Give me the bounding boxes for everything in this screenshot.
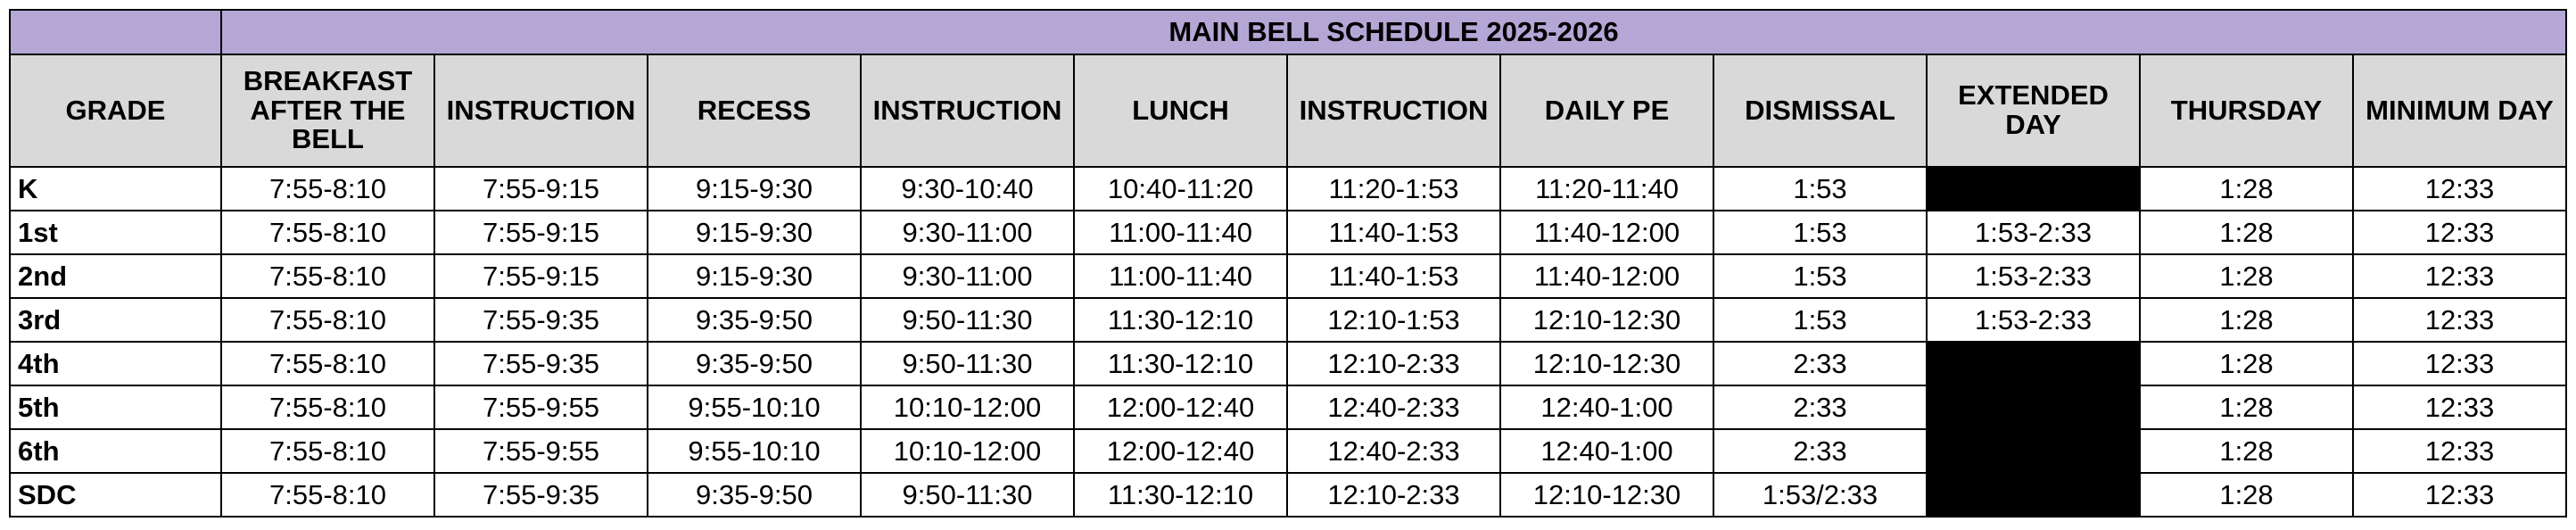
table-row bbox=[10, 167, 2566, 211]
table-cell: 12:10-12:30 bbox=[1500, 298, 1713, 342]
schedule-body bbox=[10, 167, 2566, 517]
table-cell: 11:40-1:53 bbox=[1287, 254, 1500, 298]
table-cell: 9:50-11:30 bbox=[861, 473, 1074, 517]
table-cell: 12:33 bbox=[2353, 254, 2566, 298]
blacked-out-cell bbox=[1927, 167, 2140, 211]
table-cell: 9:30-11:00 bbox=[861, 211, 1074, 254]
table-cell: 11:40-12:00 bbox=[1500, 211, 1713, 254]
table-row bbox=[10, 211, 2566, 254]
table-cell: 9:50-11:30 bbox=[861, 342, 1074, 385]
table-cell: 7:55-8:10 bbox=[221, 342, 434, 385]
table-cell: 12:33 bbox=[2353, 342, 2566, 385]
table-cell: 12:40-2:33 bbox=[1287, 429, 1500, 473]
table-cell: 12:33 bbox=[2353, 385, 2566, 429]
table-cell: 1:53 bbox=[1713, 254, 1927, 298]
table-cell: 12:33 bbox=[2353, 211, 2566, 254]
blacked-out-cell bbox=[1927, 473, 2140, 517]
title-row bbox=[10, 10, 2566, 54]
table-cell: 12:33 bbox=[2353, 167, 2566, 211]
table-cell: 12:40-1:00 bbox=[1500, 429, 1713, 473]
table-row bbox=[10, 298, 2566, 342]
table-cell: 9:55-10:10 bbox=[648, 429, 861, 473]
table-cell: 11:00-11:40 bbox=[1074, 211, 1287, 254]
table-cell: 12:40-1:00 bbox=[1500, 385, 1713, 429]
table-cell: 9:55-10:10 bbox=[648, 385, 861, 429]
table-cell: 7:55-9:55 bbox=[434, 385, 648, 429]
table-cell: 1:28 bbox=[2140, 298, 2353, 342]
column-header-6: INSTRUCTION bbox=[1287, 54, 1500, 167]
title-blank-cell bbox=[10, 10, 221, 54]
table-cell: 12:33 bbox=[2353, 473, 2566, 517]
column-header-3: RECESS bbox=[648, 54, 861, 167]
column-header-0: GRADE bbox=[10, 54, 221, 167]
table-cell: 12:40-2:33 bbox=[1287, 385, 1500, 429]
table-cell: 7:55-9:15 bbox=[434, 167, 648, 211]
table-cell: 2:33 bbox=[1713, 342, 1927, 385]
table-cell: 1:28 bbox=[2140, 385, 2353, 429]
grade-cell: SDC bbox=[10, 473, 221, 517]
grade-cell: 4th bbox=[10, 342, 221, 385]
table-row bbox=[10, 429, 2566, 473]
table-cell: 9:15-9:30 bbox=[648, 254, 861, 298]
table-cell: 10:10-12:00 bbox=[861, 385, 1074, 429]
table-cell: 1:53 bbox=[1713, 167, 1927, 211]
table-cell: 1:28 bbox=[2140, 429, 2353, 473]
column-header-1: BREAKFAST AFTER THE BELL bbox=[221, 54, 434, 167]
column-header-2: INSTRUCTION bbox=[434, 54, 648, 167]
table-cell: 9:35-9:50 bbox=[648, 342, 861, 385]
table-cell: 12:10-2:33 bbox=[1287, 473, 1500, 517]
header-row bbox=[10, 54, 2566, 167]
table-cell: 1:53 bbox=[1713, 298, 1927, 342]
table-cell: 9:30-10:40 bbox=[861, 167, 1074, 211]
table-cell: 11:40-12:00 bbox=[1500, 254, 1713, 298]
table-cell: 2:33 bbox=[1713, 429, 1927, 473]
table-row bbox=[10, 342, 2566, 385]
table-cell: 12:33 bbox=[2353, 429, 2566, 473]
table-cell: 11:30-12:10 bbox=[1074, 298, 1287, 342]
column-header-4: INSTRUCTION bbox=[861, 54, 1074, 167]
column-header-10: THURSDAY bbox=[2140, 54, 2353, 167]
table-cell: 7:55-8:10 bbox=[221, 254, 434, 298]
table-cell: 1:53 bbox=[1713, 211, 1927, 254]
table-cell: 10:40-11:20 bbox=[1074, 167, 1287, 211]
table-cell: 7:55-8:10 bbox=[221, 385, 434, 429]
column-header-7: DAILY PE bbox=[1500, 54, 1713, 167]
blacked-out-cell bbox=[1927, 342, 2140, 385]
table-cell: 9:35-9:50 bbox=[648, 298, 861, 342]
table-cell: 7:55-8:10 bbox=[221, 211, 434, 254]
bell-schedule-container bbox=[9, 9, 2567, 518]
table-cell: 9:50-11:30 bbox=[861, 298, 1074, 342]
table-cell: 1:53-2:33 bbox=[1927, 211, 2140, 254]
table-cell: 12:33 bbox=[2353, 298, 2566, 342]
table-cell: 1:28 bbox=[2140, 167, 2353, 211]
blacked-out-cell bbox=[1927, 429, 2140, 473]
schedule-title: MAIN BELL SCHEDULE 2025-2026 bbox=[221, 10, 2566, 54]
grade-cell: K bbox=[10, 167, 221, 211]
table-cell: 12:00-12:40 bbox=[1074, 429, 1287, 473]
table-cell: 1:28 bbox=[2140, 473, 2353, 517]
table-cell: 12:10-12:30 bbox=[1500, 342, 1713, 385]
table-cell: 9:30-11:00 bbox=[861, 254, 1074, 298]
column-header-8: DISMISSAL bbox=[1713, 54, 1927, 167]
table-cell: 12:00-12:40 bbox=[1074, 385, 1287, 429]
table-cell: 7:55-9:35 bbox=[434, 298, 648, 342]
grade-cell: 5th bbox=[10, 385, 221, 429]
table-cell: 12:10-1:53 bbox=[1287, 298, 1500, 342]
table-cell: 7:55-8:10 bbox=[221, 429, 434, 473]
table-cell: 7:55-8:10 bbox=[221, 167, 434, 211]
table-cell: 11:20-11:40 bbox=[1500, 167, 1713, 211]
table-cell: 11:30-12:10 bbox=[1074, 473, 1287, 517]
table-cell: 1:28 bbox=[2140, 342, 2353, 385]
blacked-out-cell bbox=[1927, 385, 2140, 429]
grade-cell: 3rd bbox=[10, 298, 221, 342]
grade-cell: 2nd bbox=[10, 254, 221, 298]
column-header-5: LUNCH bbox=[1074, 54, 1287, 167]
table-cell: 7:55-8:10 bbox=[221, 298, 434, 342]
table-cell: 1:53/2:33 bbox=[1713, 473, 1927, 517]
table-cell: 9:15-9:30 bbox=[648, 211, 861, 254]
table-cell: 1:53-2:33 bbox=[1927, 254, 2140, 298]
bell-schedule-table bbox=[9, 9, 2567, 518]
table-row bbox=[10, 254, 2566, 298]
table-cell: 12:10-2:33 bbox=[1287, 342, 1500, 385]
table-cell: 1:53-2:33 bbox=[1927, 298, 2140, 342]
table-cell: 1:28 bbox=[2140, 211, 2353, 254]
table-cell: 11:40-1:53 bbox=[1287, 211, 1500, 254]
grade-cell: 1st bbox=[10, 211, 221, 254]
table-cell: 7:55-9:35 bbox=[434, 473, 648, 517]
column-header-9: EXTENDED DAY bbox=[1927, 54, 2140, 167]
table-cell: 11:20-1:53 bbox=[1287, 167, 1500, 211]
table-cell: 7:55-9:55 bbox=[434, 429, 648, 473]
table-cell: 7:55-9:15 bbox=[434, 211, 648, 254]
table-cell: 2:33 bbox=[1713, 385, 1927, 429]
table-cell: 10:10-12:00 bbox=[861, 429, 1074, 473]
table-cell: 12:10-12:30 bbox=[1500, 473, 1713, 517]
table-cell: 9:35-9:50 bbox=[648, 473, 861, 517]
table-cell: 7:55-9:15 bbox=[434, 254, 648, 298]
table-cell: 7:55-8:10 bbox=[221, 473, 434, 517]
table-cell: 1:28 bbox=[2140, 254, 2353, 298]
table-cell: 9:15-9:30 bbox=[648, 167, 861, 211]
table-cell: 11:00-11:40 bbox=[1074, 254, 1287, 298]
table-cell: 11:30-12:10 bbox=[1074, 342, 1287, 385]
grade-cell: 6th bbox=[10, 429, 221, 473]
table-cell: 7:55-9:35 bbox=[434, 342, 648, 385]
table-row bbox=[10, 385, 2566, 429]
table-row bbox=[10, 473, 2566, 517]
column-header-11: MINIMUM DAY bbox=[2353, 54, 2566, 167]
